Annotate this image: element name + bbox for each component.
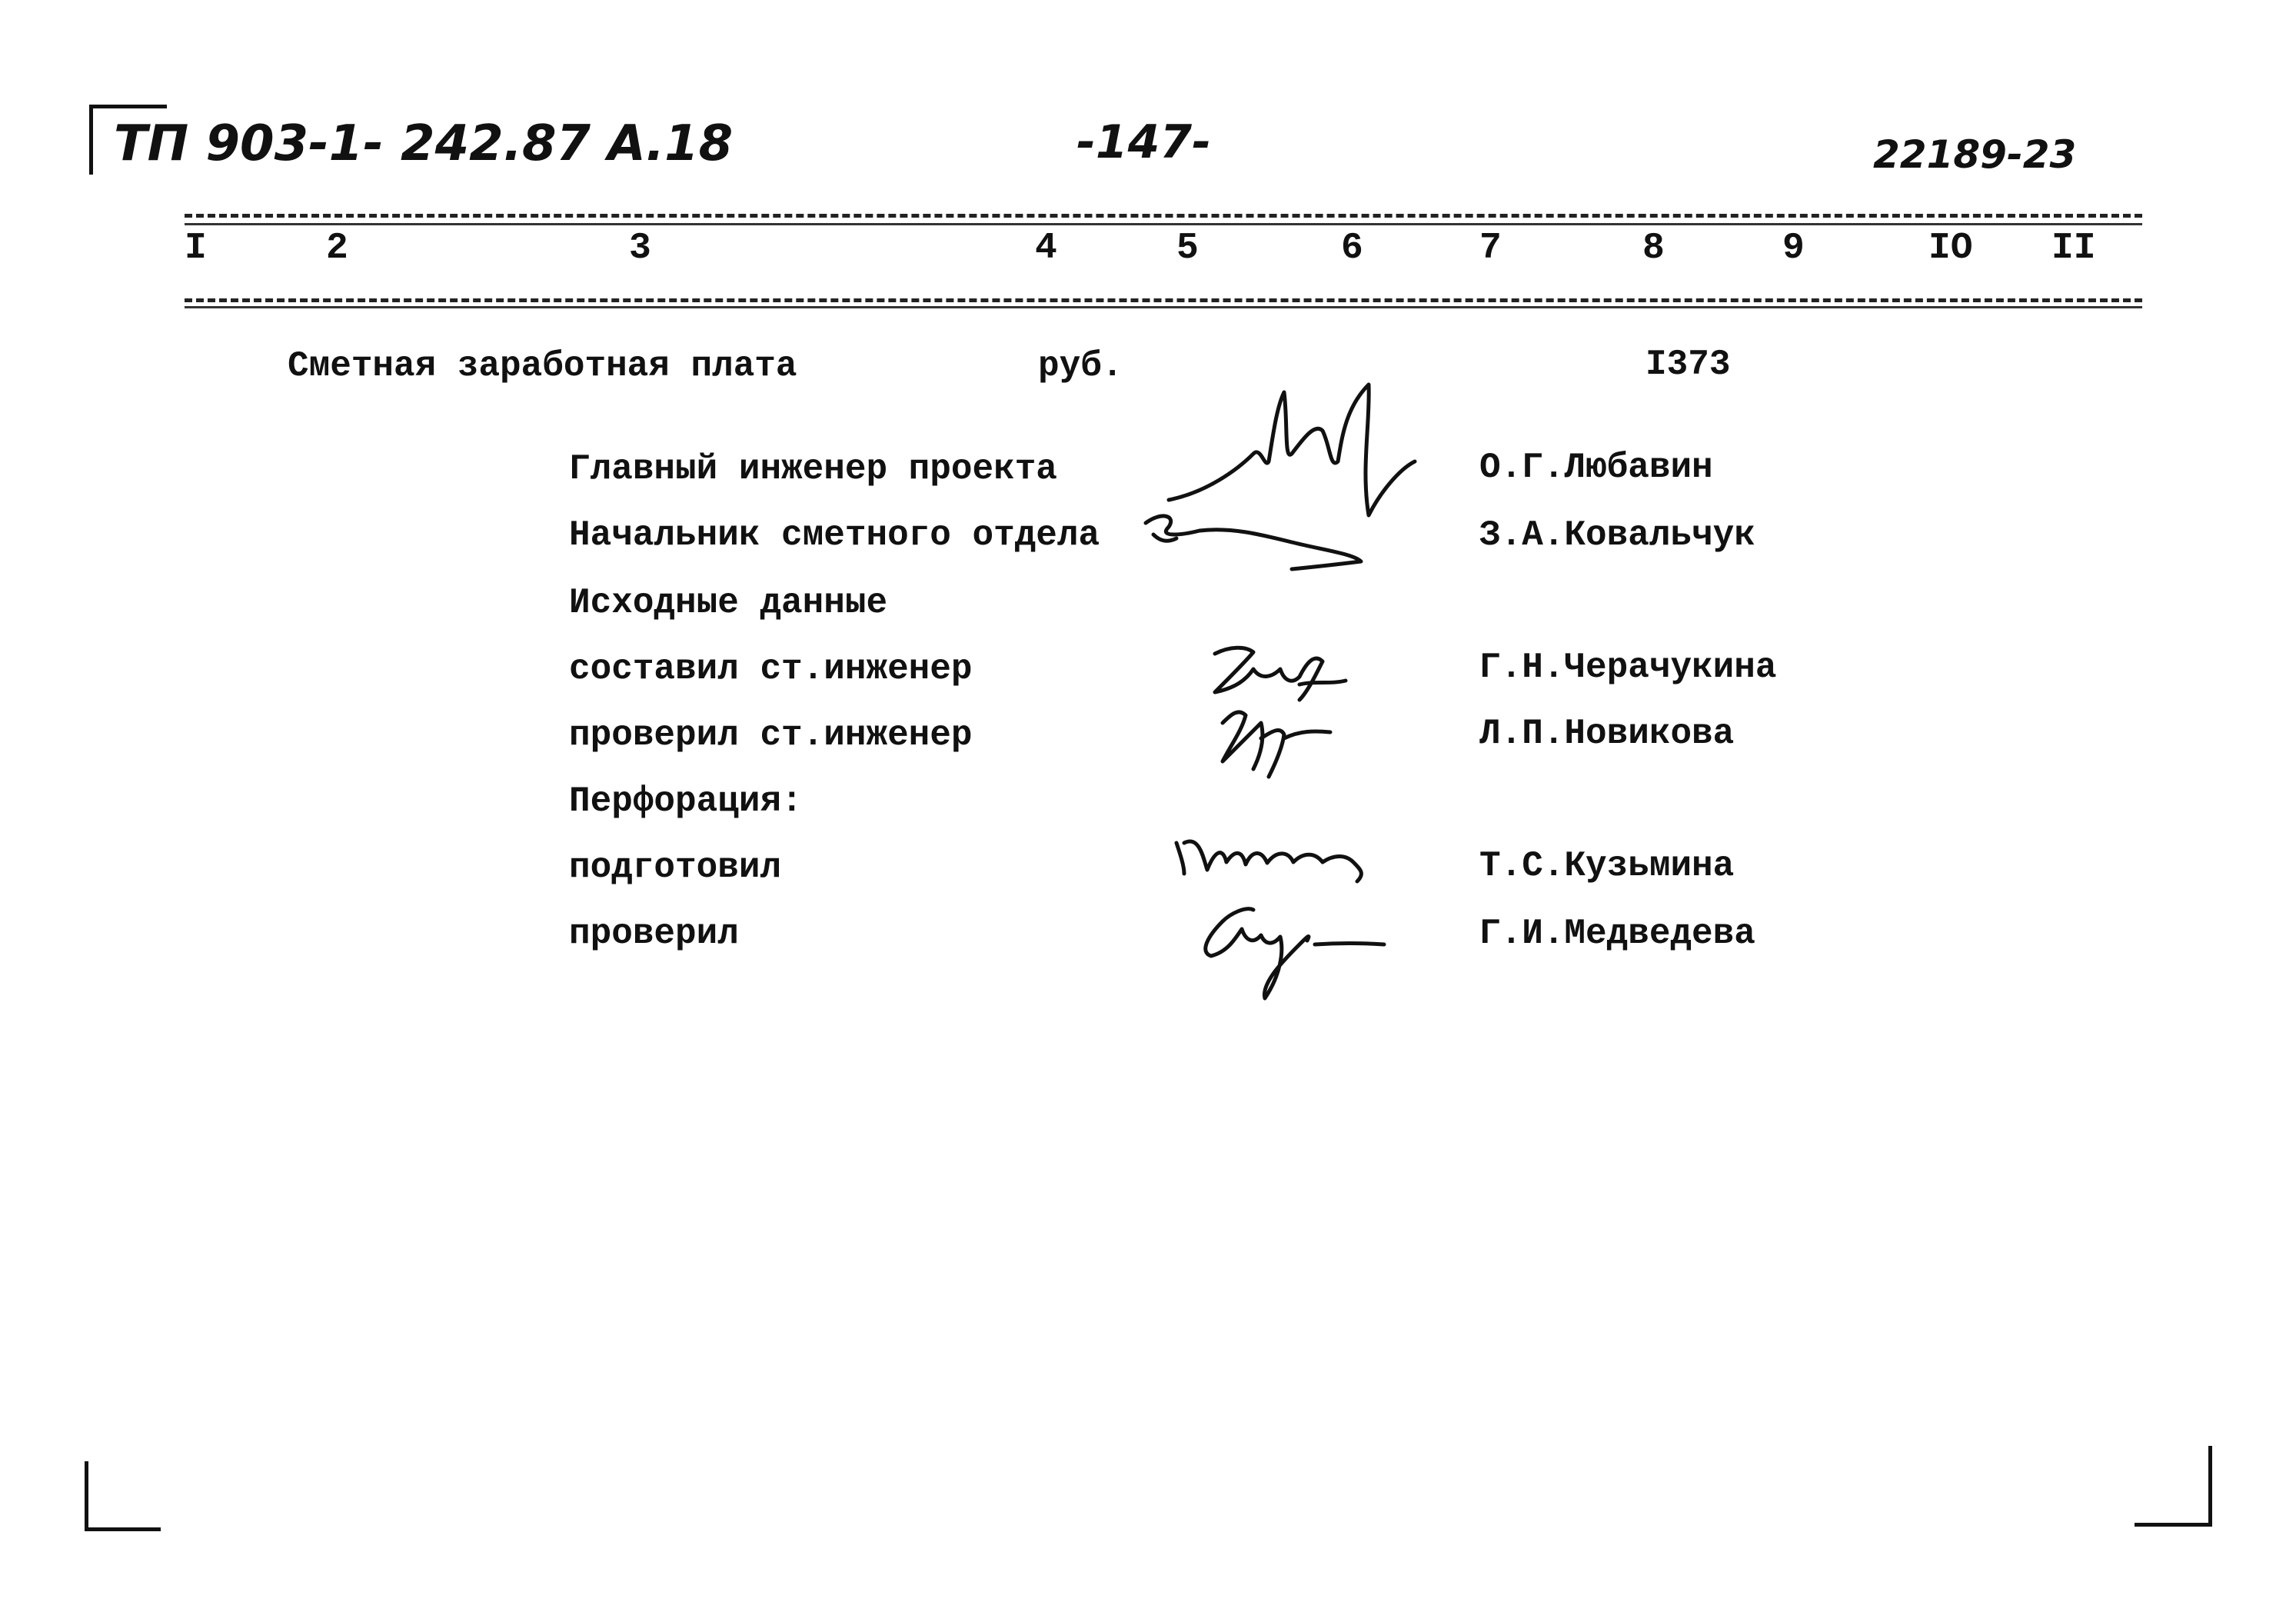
summary-value: I373	[1645, 345, 1731, 385]
signature-role: составил ст.инженер	[569, 649, 973, 689]
signature-role: подготовил	[569, 848, 782, 888]
signature-mark	[1200, 638, 1353, 708]
document-code: ТП 903-1- 242.87 А.18	[114, 115, 734, 172]
table-rule-top	[185, 214, 2142, 218]
signature-name: О.Г.Любавин	[1479, 448, 1713, 488]
reference-number: 22189-23	[1873, 132, 2077, 177]
signature-name: Т.С.Кузьмина	[1479, 846, 1735, 886]
column-number: 6	[1341, 228, 1363, 269]
signature-role: Перфорация:	[569, 781, 803, 821]
column-number: 3	[629, 228, 651, 269]
column-number: 7	[1479, 228, 1502, 269]
signature-role: проверил	[569, 914, 739, 954]
signature-mark	[1161, 828, 1384, 897]
signature-name: Г.Н.Черачукина	[1479, 648, 1777, 688]
signature-name: З.А.Ковальчук	[1479, 515, 1755, 555]
summary-unit: руб.	[1038, 346, 1123, 386]
signature-name: Л.П.Новикова	[1479, 714, 1735, 754]
signature-role: Начальник сметного отдела	[569, 515, 1100, 555]
signature-mark	[1138, 377, 1430, 577]
column-number: II	[2051, 228, 2096, 269]
signature-mark	[1200, 700, 1353, 784]
signature-role: проверил ст.инженер	[569, 715, 973, 755]
summary-label: Сметная заработная плата	[288, 346, 797, 386]
table-rule-top-2	[185, 223, 2142, 225]
signature-role: Главный инженер проекта	[569, 449, 1057, 489]
signature-role: Исходные данные	[569, 583, 888, 623]
signature-name: Г.И.Медведева	[1479, 914, 1755, 954]
page-number: -147-	[1076, 115, 1212, 169]
column-number: 2	[326, 228, 348, 269]
table-rule-bottom	[185, 298, 2142, 302]
column-number: 8	[1642, 228, 1665, 269]
frame-corner-bottom-left	[85, 1461, 161, 1531]
column-number: 4	[1035, 228, 1057, 269]
frame-corner-bottom-right	[2135, 1446, 2212, 1527]
column-number: 9	[1782, 228, 1805, 269]
table-rule-bottom-2	[185, 306, 2142, 308]
signature-mark	[1176, 898, 1399, 1006]
column-number: I	[185, 228, 207, 269]
column-number: IO	[1928, 228, 1973, 269]
column-number: 5	[1176, 228, 1199, 269]
